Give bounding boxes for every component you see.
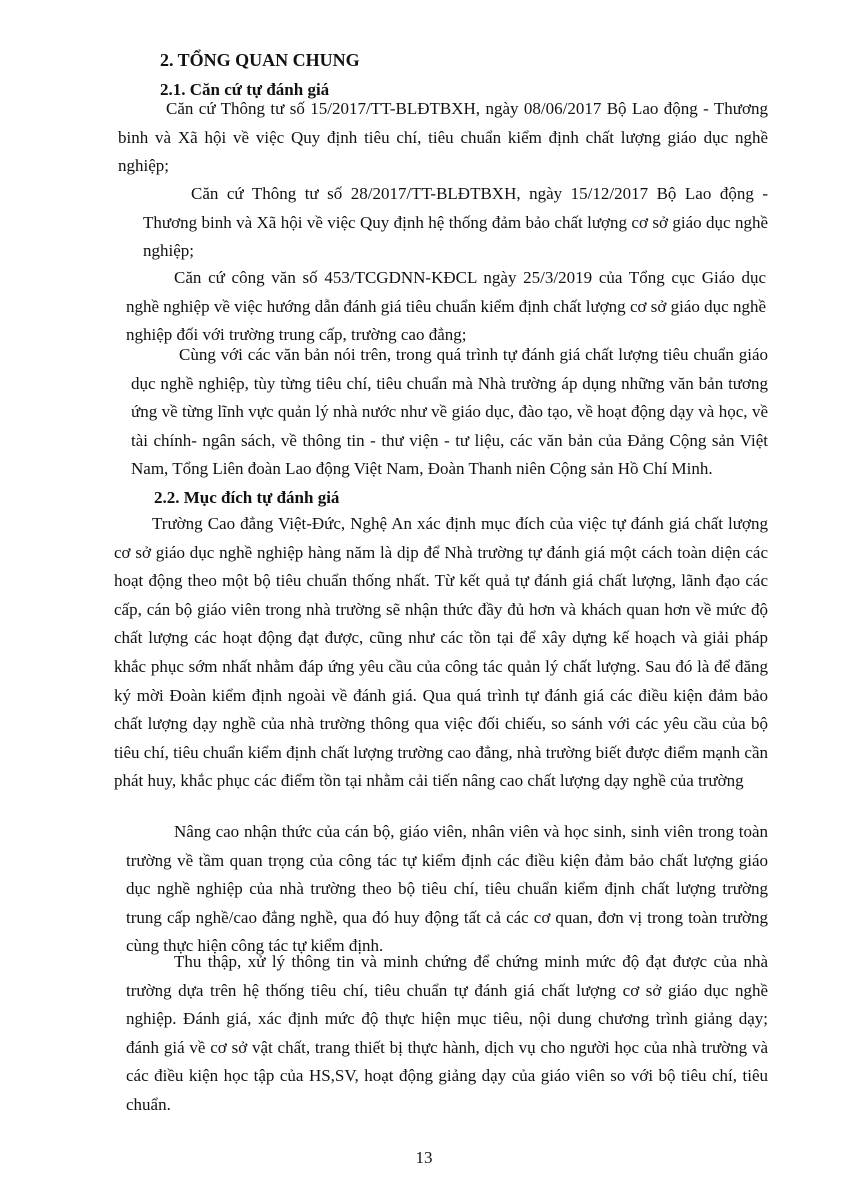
paragraph-basis-2: Căn cứ Thông tư số 28/2017/TT-BLĐTBXH, ngày 15/12/2017 Bộ Lao động - Thương binh và Xã hội về việc Quy định hệ thống đảm bảo chất lượng cơ sở giáo dục nghề nghiệp; (143, 184, 768, 261)
section-title: 2. TỔNG QUAN CHUNG (160, 50, 360, 70)
paragraph-purpose-1: Trường Cao đẳng Việt-Đức, Nghệ An xác định mục đích của việc tự đánh giá chất lượng cơ sở giáo dục nghề nghiệp hàng năm là dịp để Nhà trường tự đánh giá một cách toàn diện các hoạt động theo một bộ tiêu chuẩn thống nhất. Từ kết quả tự đánh giá chất lượng, lãnh đạo các cấp, cán bộ giáo viên trong nhà trường sẽ nhận thức đầy đủ hơn và khách quan hơn về mức độ chất lượng các hoạt động đạt được, cũng như các tồn tại để xây dựng kế hoạch và giải pháp khắc phục sớm nhất nhằm đáp ứng yêu cầu của công tác quản lý chất lượng. Sau đó là để đăng ký mời Đoàn kiểm định ngoài về đánh giá. Qua quá trình tự đánh giá các điều kiện đảm bảo chất lượng dạy nghề của nhà trường thông qua việc đối chiếu, so sánh với các yêu cầu của bộ tiêu chí, tiêu chuẩn kiểm định chất lượng trường cao đẳng, nhà trường biết được điểm mạnh cần phát huy, khắc phục các điểm tồn tại nhằm cải tiến nâng cao chất lượng dạy nghề của trường (114, 514, 768, 791)
paragraph-basis-3: Căn cứ công văn số 453/TCGDNN-KĐCL ngày 25/3/2019 của Tổng cục Giáo dục nghề nghiệp về việc hướng dẫn đánh giá tiêu chuẩn kiểm định chất lượng cơ sở giáo dục nghề nghiệp đối với trường trung cấp, trường cao đẳng; (126, 268, 766, 345)
paragraph-basis-4: Cùng với các văn bản nói trên, trong quá trình tự đánh giá chất lượng tiêu chuẩn giáo dục nghề nghiệp, tùy từng tiêu chí, tiêu chuẩn mà Nhà trường áp dụng những văn bản tương ứng về từng lĩnh vực quản lý nhà nước như về giáo dục, đào tạo, về hoạt động dạy và học, về tài chính- ngân sách, về thông tin - thư viện - tư liệu, các văn bản của Đảng Cộng sản Việt Nam, Tổng Liên đoàn Lao động Việt Nam, Đoàn Thanh niên Cộng sản Hồ Chí Minh. (131, 345, 768, 479)
paragraph-purpose-3: Thu thập, xử lý thông tin và minh chứng để chứng minh mức độ đạt được của nhà trường dựa trên hệ thống tiêu chí, tiêu chuẩn tự đánh giá chất lượng cơ sở giáo dục nghề nghiệp. Đánh giá, xác định mức độ thực hiện mục tiêu, nội dung chương trình giảng dạy; đánh giá về cơ sở vật chất, trang thiết bị thực hành, dịch vụ cho người học của nhà trường và các điều kiện học tập của HS,SV, hoạt động giảng dạy của giáo viên so với bộ tiêu chí, tiêu chuẩn. (126, 952, 768, 1114)
subsection-heading-basis: 2.1. Căn cứ tự đánh giá (160, 80, 330, 99)
paragraph-purpose-2: Nâng cao nhận thức của cán bộ, giáo viên, nhân viên và học sinh, sinh viên trong toàn trường về tầm quan trọng của công tác tự kiểm định các điều kiện đảm bảo chất lượng giáo dục nghề nghiệp của nhà trường theo bộ tiêu chí, tiêu chuẩn kiểm định chất lượng trường trung cấp nghề/cao đẳng nghề, qua đó huy động tất cả các cơ quan, đơn vị trong toàn trường cùng thực hiện công tác tự kiểm định. (126, 822, 768, 956)
page-number: 13 (415, 1148, 433, 1167)
paragraph-basis-1: Căn cứ Thông tư số 15/2017/TT-BLĐTBXH, ngày 08/06/2017 Bộ Lao động - Thương binh và Xã hội về việc Quy định tiêu chí, tiêu chuẩn kiểm định chất lượng giáo dục nghề nghiệp; (118, 99, 768, 176)
subsection-heading-purpose: 2.2. Mục đích tự đánh giá (154, 488, 340, 507)
